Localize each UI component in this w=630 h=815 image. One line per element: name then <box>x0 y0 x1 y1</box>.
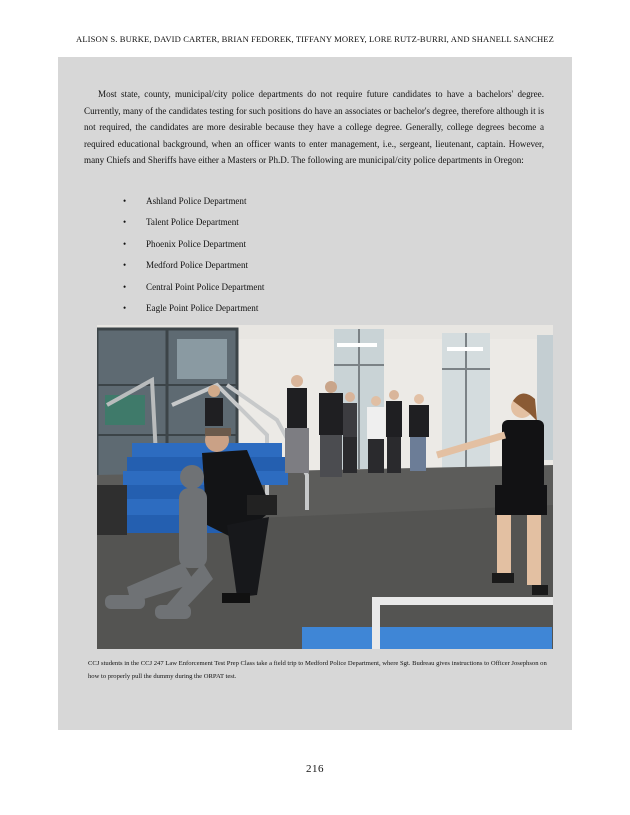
department-name: Central Point Police Department <box>146 281 265 292</box>
bullet-icon: • <box>123 281 127 292</box>
department-name: Ashland Police Department <box>146 196 247 206</box>
running-head: ALISON S. BURKE, DAVID CARTER, BRIAN FEDOREK, TIFFANY MOREY, LORE RUTZ-BURRI, AND SHANELL SANCHEZ <box>76 34 554 44</box>
list-item <box>120 257 264 278</box>
list-item <box>120 236 264 257</box>
bullet-icon: • <box>123 260 127 271</box>
bullet-icon: • <box>123 196 127 206</box>
department-name: Medford Police Department <box>146 260 249 271</box>
department-name: Phoenix Police Department <box>146 238 247 249</box>
bullet-icon: • <box>123 238 127 249</box>
list-item <box>120 193 264 214</box>
photo-caption: CCJ students in the CCJ 247 Law Enforcement Test Prep Class take a field trip to Medford Police Department, where Sgt. Budreau gives instructions to Officer Josephson on how to properly pull the dummy during the ORPAT test. <box>88 660 547 680</box>
bullet-icon: • <box>123 217 127 228</box>
list-item <box>120 214 264 235</box>
bullet-icon: • <box>123 302 127 313</box>
department-name: Eagle Point Police Department <box>146 302 259 313</box>
body-paragraph: Most state, county, municipal/city police departments do not require future candidates to have a bachelors' degree. Currently, many of the candidates testing for such positions do have an associates or bachelor's degree, therefore although it is not required, the candidates are more desirable because they have a college degree. Generally, college degrees become a required educational background, when an officer wants to enter management, i.e., sergeant, lieutenant, captain. However, many Chiefs and Sheriffs have either a Masters or Ph.D. The following are municipal/city police departments in Oregon: <box>84 89 544 166</box>
department-name: Talent Police Department <box>146 217 239 228</box>
list-item <box>120 279 264 300</box>
list-item <box>120 300 264 321</box>
department-list <box>120 193 264 321</box>
page-number: 216 <box>306 763 324 775</box>
training-photo <box>97 325 553 649</box>
